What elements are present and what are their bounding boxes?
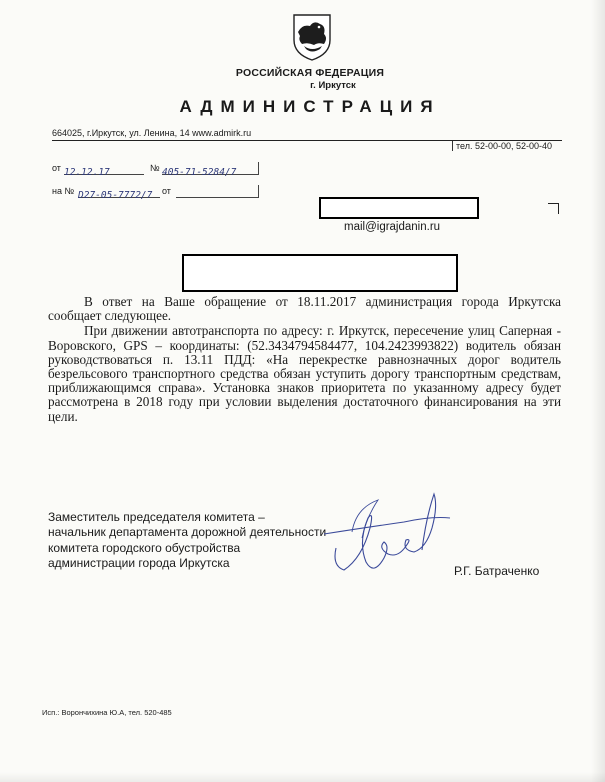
signatory-title-line: комитета городского обустройства <box>48 540 241 555</box>
number-label: № <box>150 163 160 173</box>
coat-of-arms-icon <box>290 12 334 62</box>
letter-body <box>48 295 561 424</box>
body-paragraph: При движении автотранспорта по адресу: г. Иркутск, пересечение улиц Саперная - Воровского, GPS – координаты: (52.3434794584477, 104.2423993822) водитель обязан руководствоваться п. 13.11 ПДД: «На перекрестке равнозначных дорог водитель безрельсового транспортного средства обязан уступить дорогу транспортным средствам, приближающимся справа». Установка знаков приоритета по указанному адресу будет рассмотрена в 2018 году при условии выделения достаточного финансирования на эти цели. <box>48 323 561 424</box>
reply-number-value: D27-05-7772/7 <box>78 190 153 201</box>
number-value: 405-71-5284/7 <box>162 167 237 178</box>
reply-label: на № <box>52 186 75 196</box>
header-city: г. Иркутск <box>310 80 356 91</box>
signatory-title-line: начальник департамента дорожной деятельности <box>48 525 327 540</box>
address-corner-mark <box>548 203 559 214</box>
signatory-title-line: Заместитель председателя комитета – <box>48 510 265 524</box>
handwritten-signature <box>322 488 452 583</box>
body-paragraph: В ответ на Ваше обращение от 18.11.2017 администрация города Иркутска сообщает следующее. <box>48 294 561 324</box>
scan-edge-shadow <box>591 0 605 782</box>
signatory-name: Р.Г. Батраченко <box>454 564 540 578</box>
number-field <box>162 162 259 178</box>
address-line: 664025, г.Иркутск, ул. Ленина, 14 www.admirk.ru <box>52 128 252 138</box>
reply-date-label: от <box>162 186 171 196</box>
reply-date-field <box>176 185 259 198</box>
date-field <box>64 162 144 178</box>
executor-line: Исп.: Ворончихина Ю.А, тел. 520-485 <box>42 708 172 717</box>
reply-number-field <box>78 185 160 201</box>
recipient-email: mail@igrajdanin.ru <box>344 221 441 233</box>
recipient-name-redaction <box>319 197 479 219</box>
salutation-redaction <box>182 254 458 292</box>
date-value: 12.12.17 <box>64 167 110 178</box>
signatory-title-line: администрации города Иркутска <box>48 556 230 571</box>
header-organization: АДМИНИСТРАЦИЯ <box>179 97 441 116</box>
date-label: от <box>52 163 61 173</box>
header-country: РОССИЙСКАЯ ФЕДЕРАЦИЯ <box>235 67 385 79</box>
scan-edge-shadow <box>0 772 605 782</box>
phone-line: тел. 52-00-00, 52-00-40 <box>452 141 552 151</box>
signatory-title <box>48 510 348 572</box>
